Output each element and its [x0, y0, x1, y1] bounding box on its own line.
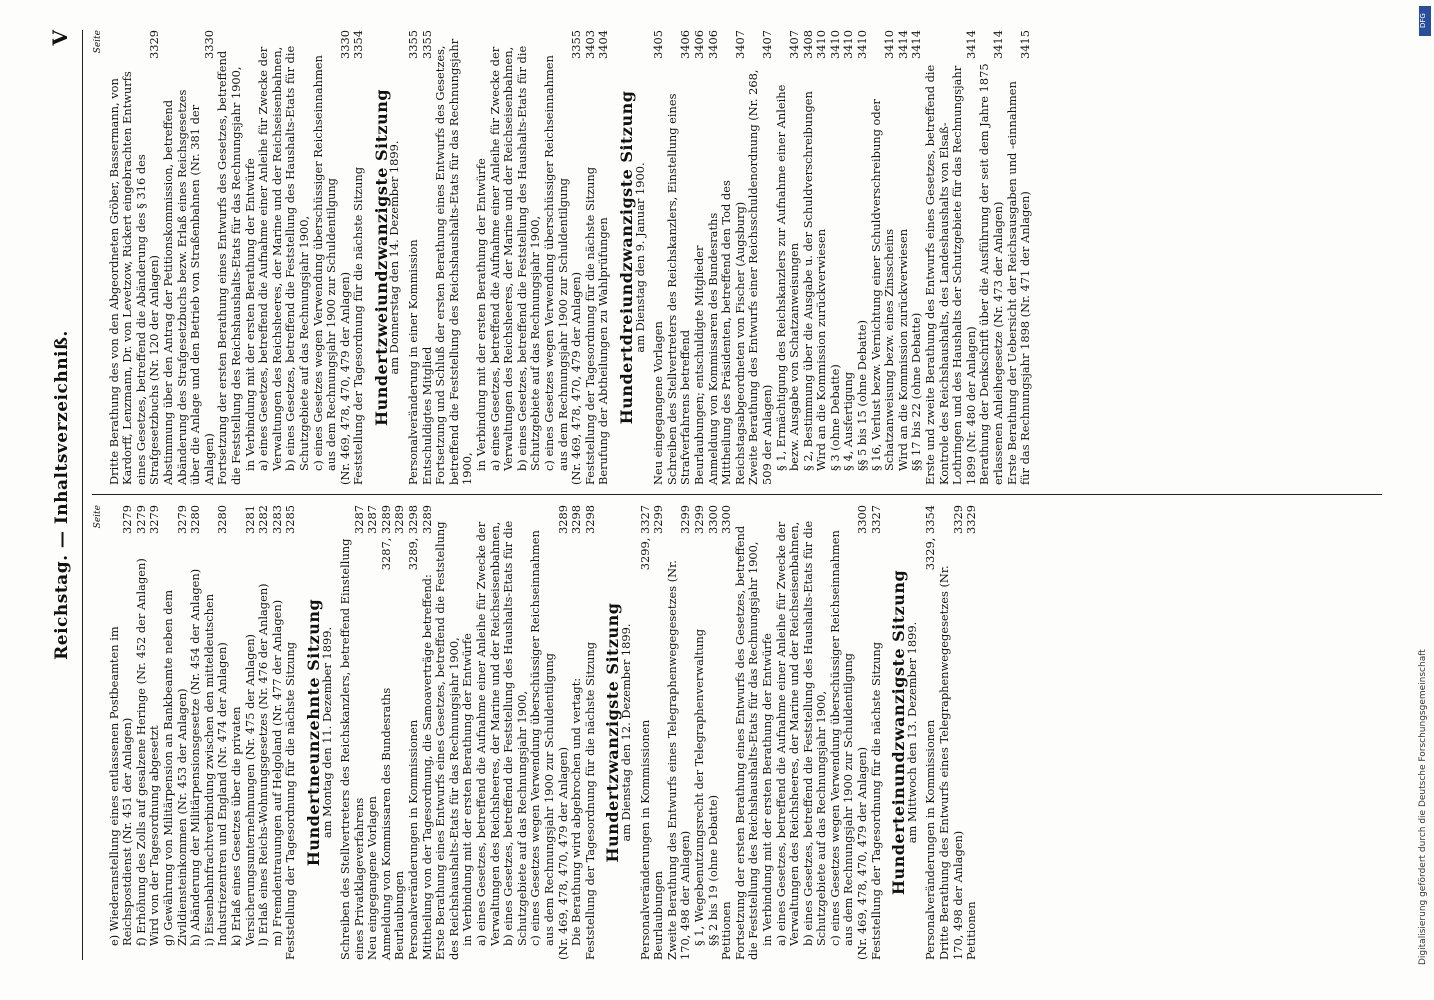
toc-entry-text: Personalveränderungen in Kommissionen [406, 719, 421, 960]
toc-entry [203, 505, 230, 960]
toc-entry-page: 3287 [351, 505, 366, 534]
toc-entry-text: §§ 2 bis 19 (ohne Debatte) [705, 794, 720, 946]
toc-entry [393, 505, 407, 960]
toc-entry [802, 30, 816, 485]
toc-entry-page: 3299 [651, 505, 666, 534]
toc-entry [380, 505, 394, 960]
toc-entry [284, 505, 298, 960]
toc-entry-text: Wird an die Kommission zurückverwiesen [814, 228, 829, 471]
toc-entry-page: 3415 [1018, 30, 1033, 59]
toc-entry-text: (Nr. 469, 478, 470, 479 der Anlagen) [555, 746, 570, 960]
toc-entry [475, 505, 502, 960]
toc-entry [421, 30, 435, 485]
toc-entry-text: Berathung der Denkschrift über die Ausführung der seit dem Jahre 1875 erlassenen Anleihegesetze (Nr. 473 der Anlagen) [977, 63, 1005, 485]
toc-entry [421, 505, 435, 960]
session-title: Hundertzweiundzwanzigste Sitzung [371, 88, 391, 427]
toc-entry [489, 30, 516, 485]
toc-entry-text: b) eines Gesetzes, betreffend die Feststellung des Haushalts-Etats für die Schutzgebiete auf das Rechnungsjahr 1900, [514, 45, 543, 471]
toc-entry [352, 30, 366, 485]
toc-entry-page: 3279 [120, 505, 135, 534]
session-title: Hundertzwanzigste Sitzung [603, 602, 623, 863]
session-date: am Mittwoch den 13. Dezember 1899. [904, 621, 919, 844]
toc-entry-text: (Nr. 469, 478, 470, 479 der Anlagen) [855, 746, 870, 960]
toc-entry-text: § 1, Wegebenutzungsrecht der Telegraphenverwaltung [691, 628, 706, 946]
toc-entry-text: in Verbindung mit der ersten Berathung der Entwürfe [474, 158, 489, 471]
toc-entry-page: 3410 [827, 30, 842, 59]
right-column [92, 30, 1392, 485]
toc-entry-page: 3410 [814, 30, 829, 59]
running-header [48, 30, 78, 960]
toc-entry-text: Beurlaubungen; entschuldigte Mitglieder [691, 245, 706, 485]
toc-entry-page: 3410 [882, 30, 897, 59]
toc-entry [570, 30, 584, 485]
toc-entry-text: Fortsetzung der ersten Berathung eines Entwurfs des Gesetzes, betreffend die Feststellung des Reichshaushalts-Etats für das Rechnungsjahr 1900, [215, 50, 243, 485]
toc-entry [434, 505, 461, 960]
toc-entry-text: h) Abänderung der Militärpensionsgesetze (Nr. 454 der Anlagen) [188, 568, 203, 946]
toc-entry-page: 3289 [419, 505, 434, 534]
toc-entry-text: b) eines Gesetzes, betreffend die Feststellung des Haushalts-Etats für die Schutzgebiete auf das Rechnungsjahr 1900, [800, 520, 829, 946]
toc-entry-page: 3354 [351, 30, 366, 59]
toc-entry-text: f) Erhöhung des Zolls auf gesalzene Heringe (Nr. 452 der Anlagen) [133, 558, 148, 946]
dfg-logo: DFG [1419, 6, 1431, 36]
session-entries [639, 505, 884, 960]
toc-entry [230, 505, 257, 960]
toc-entry-text: c) eines Gesetzes wegen Verwendung überschüssiger Reichseinnahmen aus dem Rechnungsjahr 1900 zur Schuldentilgung [528, 530, 556, 946]
toc-entry [557, 505, 571, 960]
toc-entry [775, 30, 802, 485]
toc-entry-page: 3329 [950, 505, 965, 534]
toc-entry-text: Schreiben des Stellvertreters des Reichskanzlers, betreffend Einstellung eines Privatklageverfahrens [338, 538, 366, 960]
toc-entry [162, 30, 216, 485]
toc-entry-text: Schreiben des Stellvertreters des Reichskanzlers, Einstellung eines Strafverfahrens betreffend [664, 93, 693, 485]
toc-entry-page: 3405 [651, 30, 666, 59]
toc-entry-page: 3279 [133, 505, 148, 534]
toc-entry-text: Berufung der Abtheilungen zu Wahlprüfungen [596, 217, 611, 485]
toc-entry-page: 3407 [787, 30, 802, 59]
toc-entry-text: in Verbindung mit der ersten Berathung der Entwürfe [460, 633, 475, 946]
toc-entry-page: 3414 [963, 30, 978, 59]
column-divider [92, 494, 1382, 495]
toc-entry-page: 3414 [909, 30, 924, 59]
left-intro-list [108, 505, 298, 960]
toc-entry [407, 505, 421, 960]
session-date: am Dienstag den 12. Dezember 1899. [618, 623, 633, 842]
toc-entry-page: 3404 [596, 30, 611, 59]
toc-entry-text: Entschuldigtes Mitglied [419, 346, 434, 485]
toc-entry-text: Personalveränderungen in Kommissionen [923, 719, 938, 960]
toc-entry-text: b) eines Gesetzes, betreffend die Feststellung des Haushalts-Etats für die Schutzgebiete auf das Rechnungsjahr 1900, [283, 45, 311, 471]
toc-entry [938, 505, 965, 960]
toc-entry-text: Dritte Berathung des von den Abgeordneten Gröber, Bassermann, von Kardorff, Lenzmann, Dr. von Levetzow, Rickert eingebrachten Entwurfs eines Gesetzes, betreffend die Abänderung des § 316 des Strafgesetzbuchs (Nr. 120 der Anlagen) [106, 71, 162, 485]
toc-entry-page: 3299 [678, 505, 693, 534]
toc-entry-text: c) eines Gesetzes wegen Verwendung überschüssiger Reichseinnahmen aus dem Rechnungsjahr 1900 zur Schuldentilgung [827, 530, 856, 946]
toc-entry-text: Feststellung der Tagesordnung für die nächste Sitzung [351, 166, 366, 485]
toc-entry-page: 3285 [283, 505, 298, 534]
toc-entry [244, 30, 258, 485]
session-date: am Dienstag den 9. Januar 1900. [632, 162, 647, 353]
toc-entry-text: Feststellung der Tagesordnung für die nächste Sitzung [868, 641, 883, 960]
toc-entry [312, 30, 339, 485]
toc-entry-text: Wird von der Tagesordnung abgesetzt [147, 725, 162, 946]
toc-entry-text: Mittheilung von der Tagesordnung, die Samoaverträge betreffend: [419, 574, 434, 960]
toc-entry [271, 505, 285, 960]
toc-entry-text: e) Wiederanstellung eines entlassenen Postbeamten im Reichspostdienst (Nr. 451 der Anlagen) [106, 626, 135, 946]
toc-entry [734, 505, 761, 960]
toc-entry [502, 505, 529, 960]
toc-entry [652, 30, 666, 485]
toc-entry-page: 3330 [201, 30, 216, 59]
toc-entry-text: Anmeldung von Kommissaren des Bundesraths [378, 687, 393, 960]
toc-entry [965, 505, 979, 960]
toc-entry-page: 3414 [895, 30, 910, 59]
session-entries [407, 30, 611, 485]
toc-entry-page: 3355 [419, 30, 434, 59]
toc-entry-text: (Nr. 469, 478, 470, 479 der Anlagen) [569, 271, 584, 485]
toc-entry [870, 30, 897, 485]
seite-label: Seite [93, 30, 103, 54]
toc-entry [666, 30, 693, 485]
toc-entry-page: 3403 [582, 30, 597, 59]
toc-entry [707, 505, 721, 960]
toc-entry [434, 30, 475, 485]
toc-entry-page: 3289 [392, 505, 407, 534]
toc-entry-text: (Nr. 469, 478, 470, 479 der Anlagen) [337, 271, 352, 485]
toc-entry [189, 505, 203, 960]
toc-entry-text: k) Erlaß eines Gesetzes über die privaten Versicherungsunternehmungen (Nr. 475 der Anlagen) [228, 634, 257, 946]
toc-entry-text: Fortsetzung der ersten Berathung eines Entwurfs des Gesetzes, betreffend die Feststellung des Reichshaushalts-Etats für das Rechnungsjahr 1900, [732, 525, 761, 960]
toc-entry-page: 3329 [964, 505, 979, 534]
session-entries [924, 505, 978, 960]
toc-entry-text: Personalveränderung in einer Kommission [406, 239, 421, 485]
toc-entry [856, 505, 870, 960]
toc-entry-page: 3300 [705, 505, 720, 534]
toc-entry-text: Fortsetzung und Schluß der ersten Berathung eines Entwurfs des Gesetzes, betreffend die Feststellung des Reichshaushalts-Etats für das Rechnungsjahr 1900, [433, 38, 475, 485]
toc-entry [707, 30, 721, 485]
toc-entry-page: 3406 [678, 30, 693, 59]
page-number: V [48, 30, 72, 46]
toc-entry [543, 30, 570, 485]
toc-entry [897, 30, 911, 485]
toc-entry-text: c) eines Gesetzes wegen Verwendung überschüssiger Reichseinnahmen aus dem Rechnungsjahr 1900 zur Schuldentilgung [310, 55, 339, 471]
toc-entry-page: 3300 [719, 505, 734, 534]
toc-entry-page: 3299 [691, 505, 706, 534]
toc-entry [856, 30, 870, 485]
toc-entry-page: 3355 [406, 30, 421, 59]
toc-entry-text: Erste Berathung der Uebersicht der Reichsausgaben und -einnahmen für das Rechnungsjahr 1898 (Nr. 471 der Anlagen) [1004, 81, 1033, 485]
toc-entry [652, 505, 666, 960]
toc-entry-text: Personalveränderungen in Kommissionen [637, 719, 652, 960]
toc-entry [148, 505, 162, 960]
toc-entry-page: 3279 [174, 505, 189, 534]
toc-entry-page: 3287 [365, 505, 380, 534]
toc-entry-text: §§ 5 bis 15 (ohne Debatte) [855, 319, 870, 471]
toc-entry [216, 30, 243, 485]
toc-entry-page: 3414 [991, 30, 1005, 59]
toc-entry-page: 3408 [800, 30, 815, 59]
toc-entry [924, 505, 938, 960]
toc-entry-text: Die Berathung wird abgebrochen und vertagt: [569, 677, 584, 946]
toc-entry-text: c) eines Gesetzes wegen Verwendung überschüssiger Reichseinnahmen aus dem Rechnungsjahr 1900 zur Schuldentilgung [542, 55, 570, 471]
toc-entry-text: Anmeldung von Kommissaren des Bundesraths [705, 212, 720, 485]
toc-entry [802, 505, 829, 960]
toc-entry-page: 3410 [855, 30, 870, 59]
toc-entry [339, 30, 353, 485]
seite-label: Seite [93, 505, 103, 529]
toc-entry-text: § 2, Bestimmung über die Ausgabe u. der Schuldverschreibungen [800, 91, 815, 471]
toc-entry-page: 3327 [868, 505, 883, 534]
toc-entry [584, 505, 598, 960]
toc-entry-text: Petitionen [964, 901, 979, 960]
toc-entry-text: Beurlaubungen [392, 871, 407, 960]
toc-entry [775, 505, 802, 960]
toc-entry [257, 505, 271, 960]
toc-entry [666, 505, 693, 960]
toc-entry-text: Dritte Berathung des Entwurfs eines Telegraphenwegegesetzes (Nr. 170, 498 der Anlagen) [937, 565, 965, 960]
toc-entry-page: 3282 [256, 505, 271, 534]
toc-entry-text: Erste und zweite Berathung des Entwurfs eines Gesetzes, betreffend die Kontrole des Reichshaushalts, des Landeshaushalts von Elsaß-Lothringen und des Haushalts der Schutzgebiete für das Rechnungsjahr 1899 (Nr. 480 der Anlagen) [923, 64, 978, 485]
toc-entry [829, 505, 856, 960]
right-intro-list [108, 30, 366, 485]
toc-entry-text: Neu eingegangene Vorlagen [365, 796, 380, 960]
toc-entry-text: in Verbindung mit der ersten Berathung der Entwürfe [759, 633, 774, 946]
toc-entry-text: Wird an die Kommission zurückverwiesen [895, 228, 910, 471]
header-rule [82, 30, 83, 960]
toc-entry-page: 3410 [841, 30, 856, 59]
toc-entry [108, 505, 135, 960]
toc-entry-page: 3289, 3298 [406, 505, 421, 571]
toc-entry-text: Beurlaubungen [651, 871, 666, 960]
toc-entry-text: Feststellung der Tagesordnung für die nächste Sitzung [582, 641, 597, 960]
toc-entry [366, 505, 380, 960]
toc-entry-text: m) Fremdentrauungen auf Helgoland (Nr. 477 der Anlagen) [269, 599, 284, 946]
toc-entry-text: Neu eingegangene Vorlagen [651, 321, 666, 485]
toc-entry-text: § 3 (ohne Debatte) [827, 364, 842, 471]
toc-entry [924, 30, 978, 485]
toc-entry [475, 30, 489, 485]
toc-entry [461, 505, 475, 960]
toc-entry-page: 3406 [691, 30, 706, 59]
toc-entry-text: a) eines Gesetzes, betreffend die Aufnahme einer Anleihe für Zwecke der Verwaltungen des Reichsheeres, der Marine und der Reichseisenbahnen, [773, 521, 802, 946]
toc-entry [597, 30, 611, 485]
toc-entry-text: Abstimmung über den Antrag der Petitionskommission, betreffend Abänderung des Strafgesetzbuchs bezw. Erlaß eines Reichsgesetzes über die Anlage und den Betrieb von Straßenbahnen (Nr. 381 der Anlagen) [160, 89, 216, 485]
toc-entry [761, 505, 775, 960]
toc-entry-text: Feststellung der Tagesordnung für die nächste Sitzung [283, 641, 298, 960]
toc-entry-text: a) eines Gesetzes, betreffend die Aufnahme einer Anleihe für Zwecke der Verwaltungen des Reichsheeres, der Marine und der Reichseisenbahnen, [487, 46, 516, 471]
toc-entry-text: a) eines Gesetzes, betreffend die Aufnahme einer Anleihe für Zwecke der Verwaltungen des Reichsheeres, der Marine und der Reichseisenbahnen, [256, 46, 284, 471]
toc-entry [108, 30, 162, 485]
toc-entry [257, 30, 284, 485]
session-title: Hundertdreiundzwanzigste Sitzung [616, 90, 636, 425]
toc-entry [693, 30, 707, 485]
toc-entry-page: 3280 [188, 505, 203, 534]
toc-entry [829, 30, 843, 485]
toc-entry-page: 3355 [569, 30, 584, 59]
toc-entry-text: §§ 17 bis 22 (ohne Debatte) [909, 312, 924, 471]
toc-entry [720, 30, 747, 485]
toc-entry-text: g) Gewährung von Militärpension an Bankbeamte neben dem Zivildiensteinkommen (Nr. 453 der Anlagen) [160, 589, 189, 946]
toc-entry [815, 30, 829, 485]
toc-entry [639, 505, 653, 960]
toc-entry-text: in Verbindung mit der ersten Berathung der Entwürfe [242, 158, 257, 471]
toc-entry-page: 3298 [582, 505, 597, 534]
toc-entry-page: 3329 [147, 30, 162, 59]
toc-entry-page: 3287, 3289 [378, 505, 393, 571]
toc-entry [570, 505, 584, 960]
toc-entry-page: 3299, 3327 [637, 505, 652, 571]
toc-entry-text: Petitionen [719, 901, 734, 960]
toc-entry [693, 505, 707, 960]
toc-entry-page: 3407 [759, 30, 774, 59]
toc-entry [978, 30, 1005, 485]
toc-entry-text: Mittheilung des Präsidenten, betreffend den Tod des Reichstagsabgeordneten von Fischer (Augsburg) [719, 180, 747, 485]
toc-entry [529, 505, 556, 960]
toc-entry-page: 3283 [269, 505, 284, 534]
toc-entry [339, 505, 366, 960]
toc-entry-text: l) Erlaß eines Reichs-Wohnungsgesetzes (Nr. 476 der Anlagen) [256, 583, 271, 946]
toc-entry-text: i) Eisenbahnfrachtverbindung zwischen den mitteldeutschen Industriezentren und England (Nr. 474 der Anlagen) [201, 593, 230, 946]
toc-entry-page: 3406 [705, 30, 720, 59]
running-title: Reichstag. — Inhaltsverzeichniß. [52, 330, 72, 660]
toc-entry [910, 30, 924, 485]
toc-entry-text: b) eines Gesetzes, betreffend die Feststellung des Haushalts-Etats für die Schutzgebiete auf das Rechnungsjahr 1900, [501, 520, 529, 946]
toc-entry [284, 30, 311, 485]
toc-entry-text: § 16, Verlust bezw. Vernichtung einer Schuldverschreibung oder Schatzanweisung bezw. eines Zinsscheins [868, 99, 897, 471]
toc-entry [720, 505, 734, 960]
digitization-credit: Digitalisierung gefördert durch die Deutsche Forschungsgemeinschaft [1418, 649, 1428, 965]
toc-entry-page: 3281 [242, 505, 257, 534]
toc-entry [584, 30, 598, 485]
toc-entry-text: Zweite Berathung des Entwurfs eines Telegraphenwegegesetzes (Nr. 170, 498 der Anlagen) [664, 560, 693, 960]
toc-entry-text: § 1, Ermächtigung des Reichskanzlers zur Aufnahme einer Anleihe bezw. Ausgabe von Schatzanweisungen [773, 84, 802, 471]
toc-entry-page: 3298 [569, 505, 584, 534]
session-entries [339, 505, 597, 960]
left-column [92, 505, 1392, 960]
toc-entry-page: 3300 [855, 505, 870, 534]
session-date: am Donnerstag den 14. Dezember 1899. [387, 140, 402, 375]
toc-entry-page: 3329, 3354 [923, 505, 938, 571]
toc-entry-text: Erste Berathung eines Entwurfs eines Gesetzes, betreffend die Feststellung des Reichshaushalts-Etats für das Rechnungsjahr 1900, [433, 521, 461, 960]
toc-entry-text: Feststellung der Tagesordnung für die nächste Sitzung [582, 166, 597, 485]
toc-entry-text: Zweite Berathung des Entwurfs einer Reichsschuldenordnung (Nr. 268, 509 der Anlagen) [746, 69, 774, 485]
toc-entry [870, 505, 884, 960]
session-entries [652, 30, 1033, 485]
toc-entry [747, 30, 774, 485]
session-title: Hundertneunzehnte Sitzung [303, 598, 323, 867]
toc-entry-text: § 4, Ausfertigung [841, 371, 856, 471]
toc-entry [407, 30, 421, 485]
toc-entry-page: 3289 [555, 505, 570, 534]
toc-entry [1006, 30, 1033, 485]
toc-entry-page: 3330 [337, 30, 352, 59]
toc-entry-page: 3279 [147, 505, 162, 534]
toc-entry [516, 30, 543, 485]
toc-entry [135, 505, 149, 960]
session-date: am Montag den 11. Dezember 1899. [319, 626, 334, 839]
toc-entry [162, 505, 189, 960]
toc-entry [842, 30, 856, 485]
toc-entry-page: 3407 [732, 30, 747, 59]
session-title: Hunderteinundzwanzigste Sitzung [889, 569, 909, 896]
toc-entry-text: a) eines Gesetzes, betreffend die Aufnahme einer Anleihe für Zwecke der Verwaltungen des Reichsheeres, der Marine und der Reichseisenbahnen, [474, 521, 502, 946]
toc-entry-page: 3280 [215, 505, 230, 534]
